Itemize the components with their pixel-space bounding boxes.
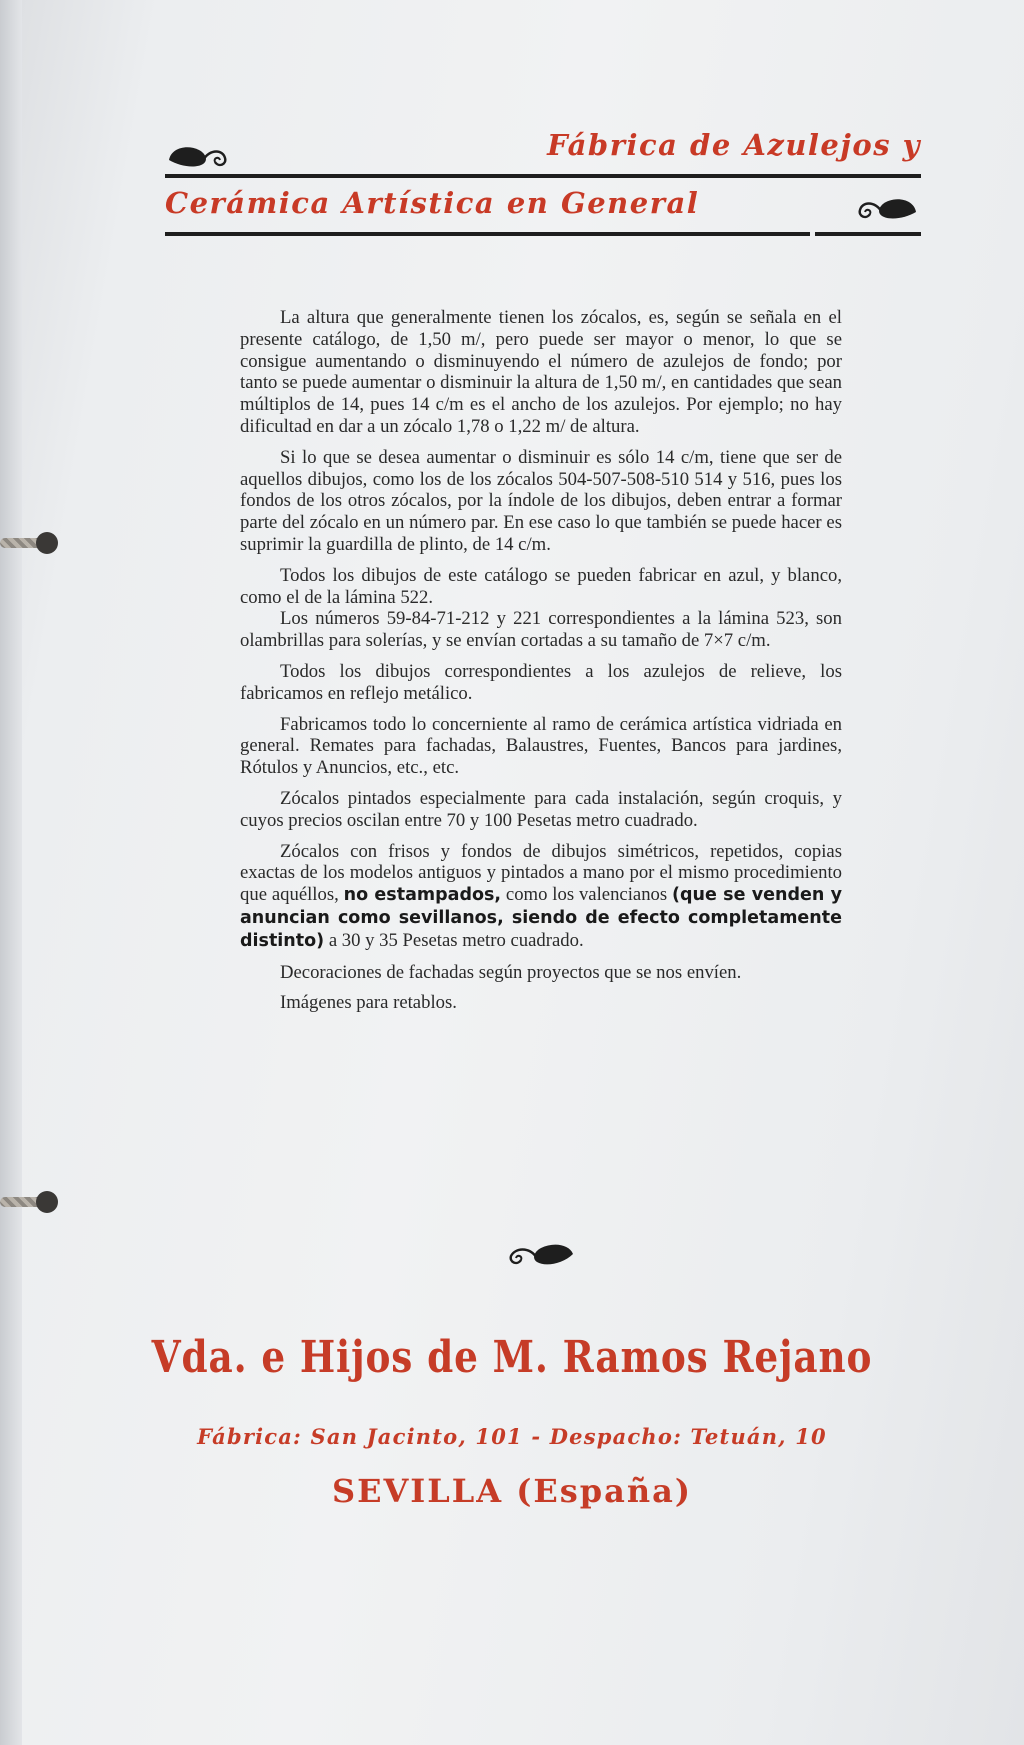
header-rule-bottom-left bbox=[165, 232, 810, 236]
company-name: Vda. e Hijos de M. Ramos Rejano bbox=[151, 1332, 873, 1383]
leaf-flourish-icon bbox=[503, 1236, 577, 1272]
paragraph-artistic-ceramics: Fabricamos todo lo concerniente al ramo de cerámica artística vidriada en general. Remates para fachadas, Balaustres, Fuentes, Bancos para jardines, Rótulos y Anuncios, etc., etc. bbox=[240, 713, 842, 779]
catalog-body-text bbox=[240, 307, 842, 1023]
friezes-text-start: Zócalos con frisos y fondos de dibujos simétricos, repetidos, copias exactas de los modelos antiguos y pintados a mano por el mismo procedimiento que aquéllos, bbox=[240, 840, 842, 906]
paragraph-friezes bbox=[240, 841, 842, 953]
binding-hole-top bbox=[36, 532, 58, 554]
paragraph-zocalo-height: La altura que generalmente tienen los zócalos, es, según se señala en el presente catálogo, de 1,50 m/, pero puede ser mayor o menor, lo que se consigue aumentando o disminuyendo el número de azulejos de fondo; por tanto se puede aumentar o disminuir la altura de 1,50 m/, en cantidades que sean múltiplos de 14, pues 14 c/m es el ancho de los azulejos. Por ejemplo; no hay dificultad en dar a un zócalo 1,78 o 1,22 m/ de altura. bbox=[240, 307, 842, 437]
leaf-flourish-icon bbox=[165, 138, 235, 172]
paragraph-relief-tiles: Todos los dibujos correspondientes a los azulejos de relieve, los fabricamos en reflejo metálico. bbox=[240, 660, 842, 704]
paragraph-olambrillas: Los números 59-84-71-212 y 221 correspondientes a la lámina 523, son olambrillas para solerías, y se envían cortadas a su tamaño de 7×7 c/m. bbox=[240, 608, 842, 652]
paragraph-painted-zocalos: Zócalos pintados especialmente para cada instalación, según croquis, y cuyos precios oscilan entre 70 y 100 Pesetas metro cuadrado. bbox=[240, 787, 842, 831]
paragraph-adjust-14cm: Si lo que se desea aumentar o disminuir es sólo 14 c/m, tiene que ser de aquellos dibujos, como los de los zócalos 504-507-508-510 514 y 516, pues los fondos de los otros zócalos, por la índole de los dibujos, deben entrar a formar parte del zócalo en un número par. En ese caso lo que también se puede hacer es suprimir la guardilla de plinto, de 14 c/m. bbox=[240, 446, 842, 555]
header-rule-bottom-right bbox=[815, 232, 921, 236]
friezes-emphasis-sevillanos: (que se venden y anuncian como sevillanos, siendo de efecto completamente distinto) bbox=[240, 885, 842, 951]
friezes-emphasis-not-stamped: no estampados, bbox=[343, 885, 502, 906]
leaf-flourish-icon bbox=[850, 190, 920, 224]
header-rule-top bbox=[165, 174, 921, 178]
header-title-line2: Cerámica Artística en General bbox=[165, 186, 700, 220]
page-header bbox=[165, 120, 921, 245]
company-address: Fábrica: San Jacinto, 101 - Despacho: Tetuán, 10 bbox=[197, 1424, 827, 1449]
paragraph-blue-white: Todos los dibujos de este catálogo se pueden fabricar en azul, y blanco, como el de la lámina 522. bbox=[240, 564, 842, 608]
company-city: SEVILLA (España) bbox=[331, 1472, 693, 1510]
header-title-line1: Fábrica de Azulejos y bbox=[547, 128, 921, 162]
friezes-text-mid: como los valencianos bbox=[505, 884, 668, 906]
paragraph-facades: Decoraciones de fachadas según proyectos que se nos envíen. bbox=[280, 961, 742, 983]
friezes-text-end: a 30 y 35 Pesetas metro cuadrado. bbox=[328, 929, 584, 951]
paragraph-altarpieces: Imágenes para retablos. bbox=[280, 992, 457, 1014]
binding-hole-bottom bbox=[36, 1191, 58, 1213]
